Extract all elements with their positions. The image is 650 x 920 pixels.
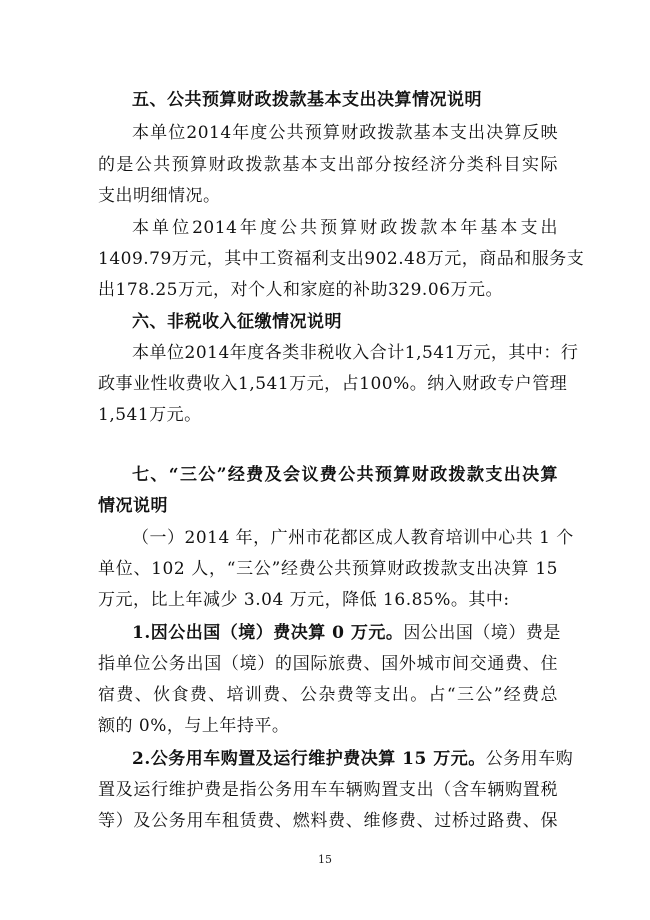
section-5-p2-line-3: 出178.25万元，对个人和家庭的补助329.06万元。 (98, 280, 503, 300)
item-2-line-1 (132, 746, 574, 772)
item-1-line-1 (132, 620, 561, 646)
section-6-p1-line-1: 本单位2014年度各类非税收入合计1,541万元，其中：行 (132, 343, 579, 363)
section-7-heading-line-2: 情况说明 (98, 496, 168, 516)
item-2-title-rest: 公务用车购 (485, 749, 574, 769)
section-7-p1-line-1: （一）2014 年，广州市花都区成人教育培训中心共 1 个 (132, 528, 574, 548)
section-7-p1-line-3: 万元，比上年减少 3.04 万元，降低 16.85%。其中: (98, 590, 510, 610)
section-5-p1-line-3: 支出明细情况。 (98, 186, 221, 206)
section-6-p1-line-2: 政事业性收费收入1,541万元，占100%。纳入财政专户管理 (98, 374, 568, 394)
section-5-p1-line-2: 的是公共预算财政拨款基本支出部分按经济分类科目实际 (98, 155, 558, 175)
section-7-heading-line-1: 七、“三公”经费及会议费公共预算财政拨款支出决算 (132, 465, 558, 485)
section-6-p1-line-3: 1,541万元。 (98, 405, 202, 425)
item-2-line-2: 置及运行维护费是指公务用车车辆购置支出（含车辆购置税 (98, 780, 558, 800)
section-5-p2-line-1: 本单位2014年度公共预算财政拨款本年基本支出 (132, 218, 558, 238)
item-1-bold-title: 1.因公出国（境）费决算 0 万元。 (132, 623, 404, 643)
page-number: 15 (318, 853, 332, 866)
section-7-p1-line-2: 单位、102 人，“三公”经费公共预算财政拨款支出决算 15 (98, 559, 558, 579)
item-2-bold-title: 2.公务用车购置及运行维护费决算 15 万元。 (132, 749, 486, 769)
item-1-line-3: 宿费、伙食费、培训费、公杂费等支出。占“三公”经费总 (98, 685, 558, 705)
item-2-line-3: 等）及公务用车租赁费、燃料费、维修费、过桥过路费、保 (98, 811, 558, 831)
section-5-p2-line-2: 1409.79万元，其中工资福利支出902.48万元，商品和服务支 (98, 249, 585, 269)
item-1-title-rest: 因公出国（境）费是 (403, 623, 561, 643)
section-5-p1-line-1: 本单位2014年度公共预算财政拨款基本支出决算反映 (132, 123, 558, 143)
section-6-heading: 六、非税收入征缴情况说明 (132, 312, 342, 332)
section-5-heading: 五、公共预算财政拨款基本支出决算情况说明 (132, 90, 482, 110)
item-1-line-2: 指单位公务出国（境）的国际旅费、国外城市间交通费、住 (98, 654, 558, 674)
item-1-line-4: 额的 0%，与上年持平。 (98, 716, 290, 736)
